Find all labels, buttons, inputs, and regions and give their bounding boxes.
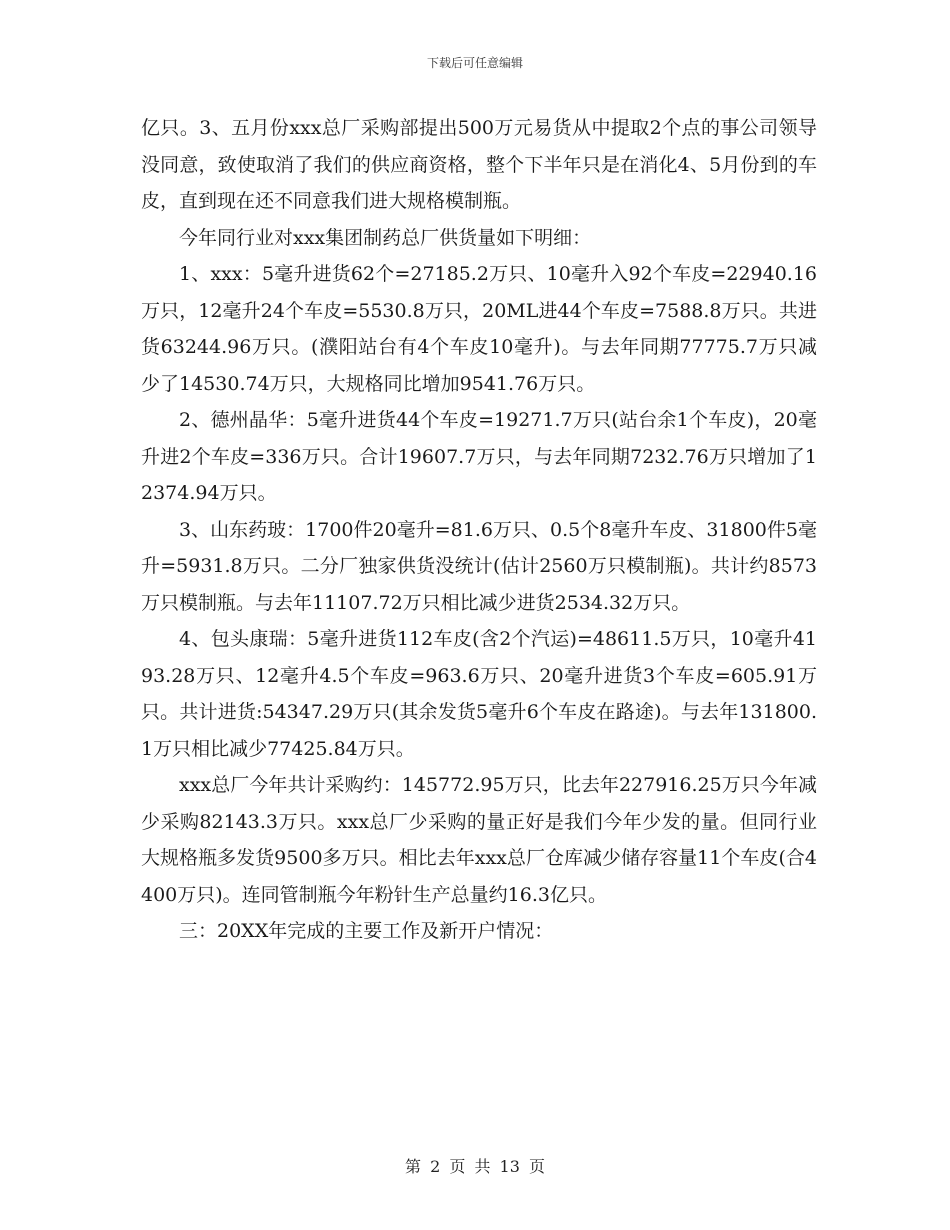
- paragraph-item-3: 3、山东药玻：1700件20毫升=81.6万只、0.5个8毫升车皮、31800件5毫升=5931.8万只。二分厂独家供货没统计(估计2560万只模制瓶)。共计约8573万只模制瓶。与去年11107.72万只相比减少进货2534.32万只。: [141, 518, 817, 614]
- page-header-note: 下载后可任意编辑: [426, 56, 523, 70]
- paragraph-item-4: 4、包头康瑞：5毫升进货112车皮(含2个汽运)=48611.5万只，10毫升4193.28万只、12毫升4.5个车皮=963.6万只、20毫升进货3个车皮=605.91万只。共计进货:54347.29万只(其余发货5毫升6个车皮在路途)。与去年131800.1万只相比减少77425.84万只。: [141, 628, 817, 760]
- paragraph-continuation: 亿只。3、五月份xxx总厂采购部提出500万元易货从中提取2个点的事公司领导没同意，致使取消了我们的供应商资格，整个下半年只是在消化4、5月份到的车皮，直到现在还不同意我们进大规格模制瓶。: [141, 117, 817, 212]
- paragraph-item-1: 1、xxx：5毫升进货62个=27185.2万只、10毫升入92个车皮=22940.16万只，12毫升24个车皮=5530.8万只，20ML进44个车皮=7588.8万只。共进货63244.96万只。(濮阳站台有4个车皮10毫升)。与去年同期77775.7万只减少了14530.74万只，大规格同比增加9541.76万只。: [141, 263, 817, 395]
- paragraph-summary: xxx总厂今年共计采购约：145772.95万只，比去年227916.25万只今年减少采购82143.3万只。xxx总厂少采购的量正好是我们今年少发的量。但同行业大规格瓶多发货9500多万只。相比去年xxx总厂仓库减少储存容量11个车皮(合4400万只)。连同管制瓶今年粉针生产总量约16.3亿只。: [141, 774, 817, 906]
- paragraph-item-2: 2、德州晶华：5毫升进货44个车皮=19271.7万只(站台余1个车皮)，20毫升进2个车皮=336万只。合计19607.7万只，与去年同期7232.76万只增加了12374.94万只。: [141, 409, 817, 504]
- document-body: [141, 110, 817, 950]
- page-number-footer: 第 2 页 共 13 页: [405, 1157, 545, 1176]
- paragraph-supply-intro: 今年同行业对xxx集团制药总厂供货量如下明细：: [179, 226, 592, 249]
- section-heading-3: 三：20XX年完成的主要工作及新开户情况：: [179, 920, 554, 942]
